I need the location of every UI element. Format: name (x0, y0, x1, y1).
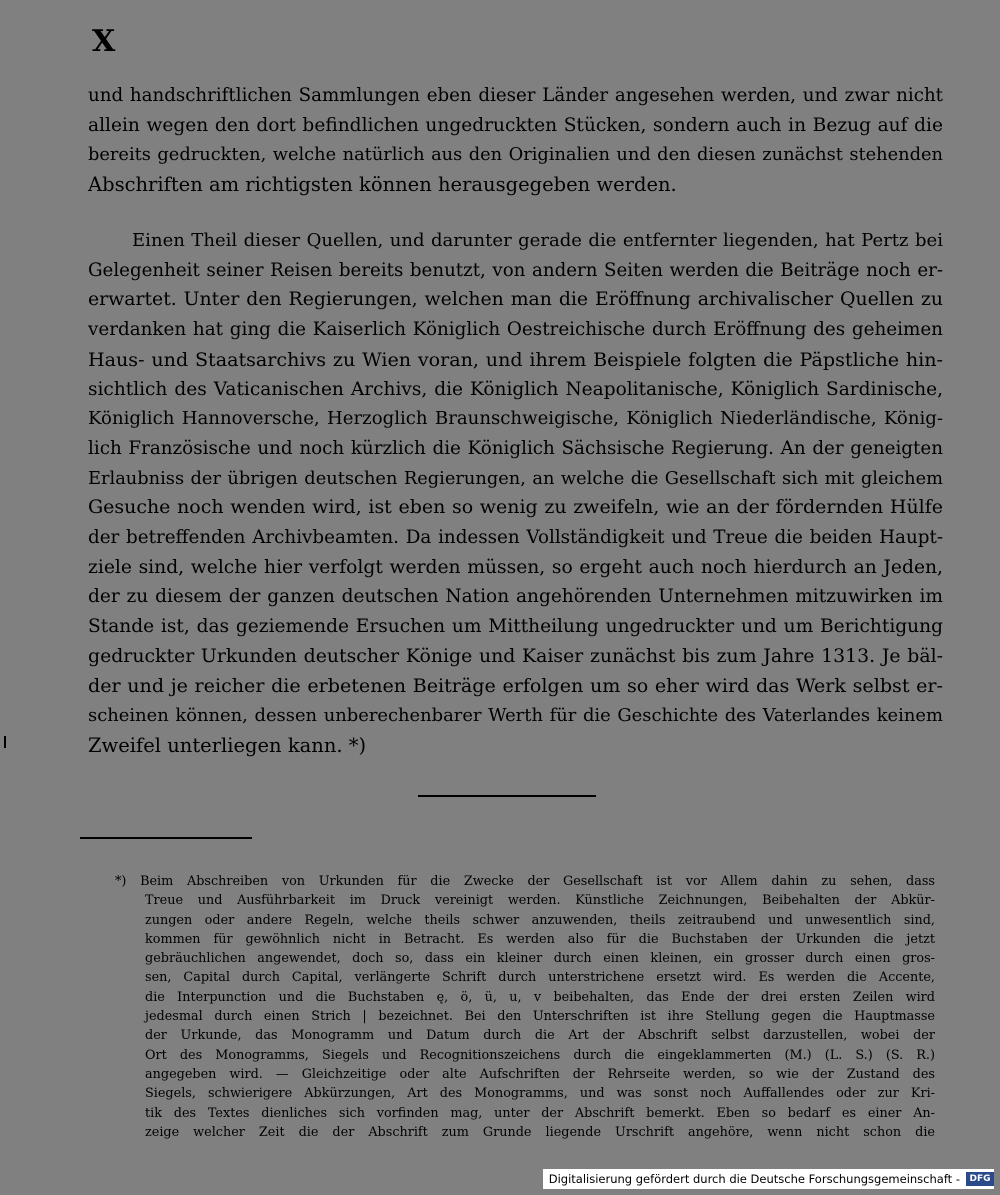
text-line: Gelegenheit seiner Reisen bereits benutzt, von andern Seiten werden die Beiträge noch er- (88, 259, 943, 281)
text-line: Haus- und Staatsarchivs zu Wien voran, und ihrem Beispiele folgten die Päpstliche hin- (88, 347, 943, 371)
section-divider (418, 795, 596, 797)
text-line: Gesuche noch wenden wird, ist eben so wenig zu zweifeln, wie an der fördernden Hülfe (88, 496, 943, 519)
footnote-line: Treue und Ausführbarkeit im Druck vereinigt werden. Künstliche Zeichnungen, Beibehalten der Abkür- (145, 893, 935, 909)
body-paragraph-2 (88, 226, 943, 761)
text-line: gedruckter Urkunden deutscher Könige und Kaiser zunächst bis zum Jahre 1313. Je bäl- (88, 644, 943, 667)
text-line: bereits gedruckten, welche natürlich aus den Originalien und den diesen zunächst stehenden (88, 144, 943, 166)
dfg-logo: DFG (966, 1172, 994, 1186)
footnote-line: Ort des Monogramms, Siegels und Recognitionszeichens durch die eingeklammerten (M.) (L. S.) (S. R.) (145, 1047, 935, 1063)
footnote (115, 872, 935, 1142)
text-line: Zweifel unterliegen kann. *) (88, 733, 367, 757)
footnote-line: Siegels, schwierigere Abkürzungen, Art des Monogramms, und was sonst noch Auffallendes oder zur Kri- (145, 1086, 935, 1102)
footnote-divider (80, 837, 252, 839)
text-line: lich Französische und noch kürzlich die Königlich Sächsische Regierung. An der geneigten (88, 437, 943, 459)
footnote-line: gebräuchlichen angewendet, doch so, dass ein kleiner durch einen kleinen, ein grosser durch einen gros- (145, 951, 935, 967)
text-line: Königlich Hannoversche, Herzoglich Braunschweigische, Königlich Niederländische, König- (88, 408, 943, 430)
footnote-line: angegeben wird. — Gleichzeitige oder alte Aufschriften der Rehrseite werden, so wie der Zustand des (145, 1066, 935, 1082)
text-line: Erlaubniss der übrigen deutschen Regierungen, an welche die Gesellschaft sich mit gleichem (88, 467, 943, 489)
funding-banner (543, 1169, 994, 1189)
text-line: Einen Theil dieser Quellen, und darunter gerade die entfernter liegenden, hat Pertz bei (132, 230, 943, 251)
text-line: der zu diesem der ganzen deutschen Nation angehörenden Unternehmen mitzuwirken im (88, 586, 943, 608)
body-paragraph-1 (88, 81, 943, 200)
text-line: Abschriften am richtigsten können herausgegeben werden. (88, 173, 677, 197)
footnote-line: sen, Capital durch Capital, verlängerte Schrift durch unterstrichene ersetzt wird. Es werden die Accente, (145, 970, 935, 986)
funding-banner-text: Digitalisierung gefördert durch die Deutsche Forschungsgemeinschaft - (548, 1172, 960, 1186)
footnote-line: zeige welcher Zeit die der Abschrift zum Grunde liegende Urschrift angehöre, wenn nicht schon die (145, 1124, 935, 1140)
text-line: ziele sind, welche hier verfolgt werden müssen, so ergeht auch noch hierdurch an Jeden, (88, 556, 943, 578)
text-line: verdanken hat ging die Kaiserlich Königlich Oestreichische durch Eröffnung des geheimen (88, 319, 943, 341)
text-line: erwartet. Unter den Regierungen, welchen man die Eröffnung archivalischer Quellen zu (88, 289, 943, 311)
text-line: sichtlich des Vaticanischen Archivs, die Königlich Neapolitanische, Königlich Sardinische, (88, 378, 943, 400)
footnote-line: *) Beim Abschreiben von Urkunden für die Zwecke der Gesellschaft ist vor Allem dahin zu sehen, dass (115, 874, 935, 889)
text-line: scheinen können, dessen unberechenbarer Werth für die Geschichte des Vaterlandes keinem (88, 705, 943, 727)
text-line: der betreffenden Archivbeamten. Da indessen Vollständigkeit und Treue die beiden Haupt- (88, 527, 943, 549)
footnote-line: kommen für gewöhnlich nicht in Betracht. Es werden also für die Buchstaben der Urkunden die jetzt (145, 931, 935, 947)
footnote-line: der Urkunde, das Monogramm und Datum durch die Art der Abschrift selbst darzustellen, wobei der (145, 1028, 935, 1044)
text-line: der und je reicher die erbetenen Beiträge erfolgen um so eher wird das Werk selbst er- (88, 674, 943, 697)
footnote-line: die Interpunction und die Buchstaben ę, ö, ü, u, v beibehalten, das Ende der drei ersten Zeilen wird (145, 989, 935, 1005)
footnote-line: tik des Textes dienliches sich vorfinden mag, unter der Abschrift bemerkt. Eben so bedarf es einer An- (145, 1105, 935, 1121)
footnote-line: jedesmal durch einen Strich | bezeichnet. Bei den Unterschriften ist ihre Stellung gegen die Hauptmasse (145, 1009, 935, 1025)
page-number: X (92, 24, 117, 59)
footnote-line: zungen oder andere Regeln, welche theils schwer anzuwenden, theils zeitraubend und unwesentlich sind, (145, 912, 935, 928)
margin-mark (4, 736, 6, 748)
text-line: Stande ist, das geziemende Ersuchen um Mittheilung ungedruckter und um Berichtigung (88, 616, 943, 638)
text-line: allein wegen den dort befindlichen ungedruckten Stücken, sondern auch in Bezug auf die (88, 114, 943, 136)
text-line: und handschriftlichen Sammlungen eben dieser Länder angesehen werden, und zwar nicht (88, 85, 943, 106)
